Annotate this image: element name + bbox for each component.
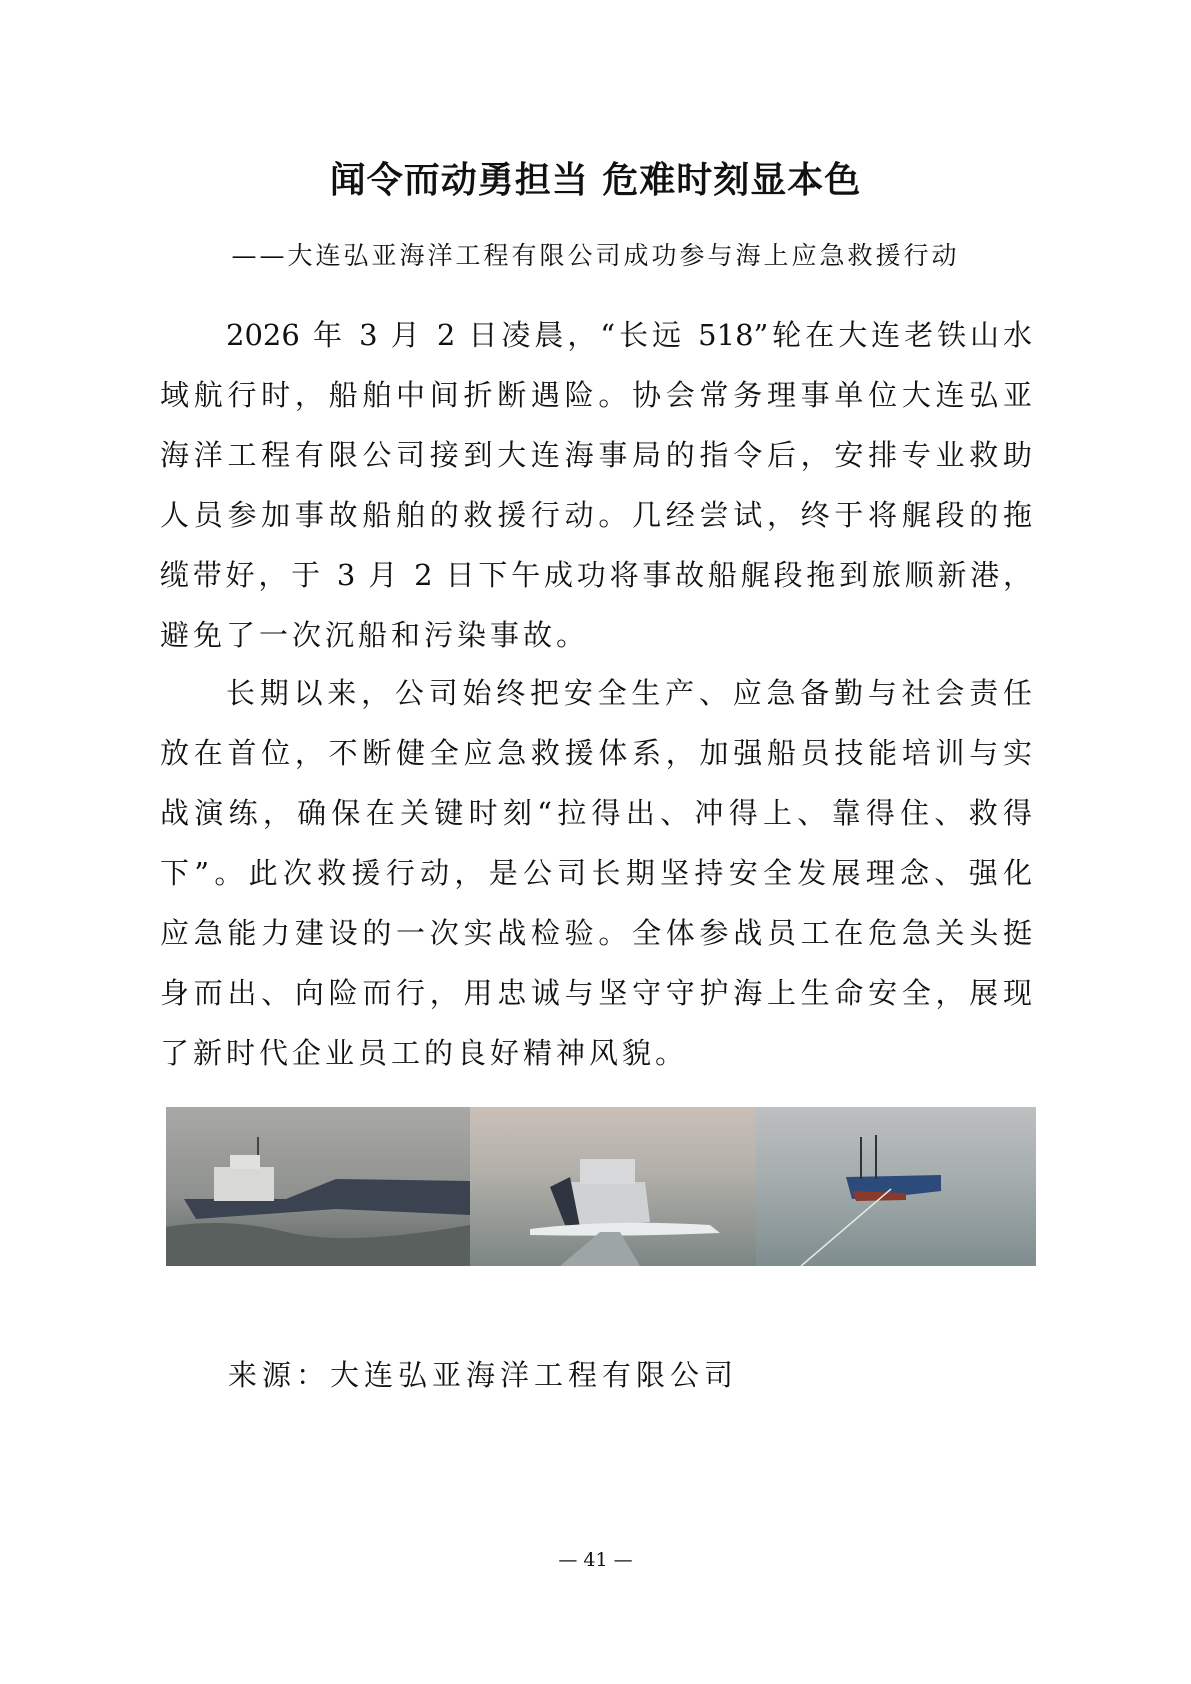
paragraph-line: 战演练，确保在关键时刻“拉得出、冲得上、靠得住、救得 xyxy=(160,796,1032,830)
paragraph-line: 下”。此次救援行动，是公司长期坚持安全发展理念、强化 xyxy=(160,856,1032,890)
paragraph-line: 了新时代企业员工的良好精神风貌。 xyxy=(160,1036,689,1070)
paragraph-line: 应急能力建设的一次实战检验。全体参战员工在危急关头挺 xyxy=(160,916,1032,950)
rescue-photos xyxy=(166,1107,1036,1266)
page-number: — 41 — xyxy=(558,1549,633,1571)
photo-towed-ship xyxy=(756,1107,1036,1266)
paragraph-line: 海洋工程有限公司接到大连海事局的指令后，安排专业救助 xyxy=(160,438,1032,472)
photo-broken-ship xyxy=(166,1107,470,1266)
source-line: 来源：大连弘亚海洋工程有限公司 xyxy=(228,1358,739,1392)
paragraph-line: 域航行时，船舶中间折断遇险。协会常务理事单位大连弘亚 xyxy=(160,378,1032,412)
paragraph-line: 2026 年 3 月 2 日凌晨，“长远 518”轮在大连老铁山水 xyxy=(226,318,1032,352)
paragraph-line: 长期以来，公司始终把安全生产、应急备勤与社会责任 xyxy=(226,676,1032,710)
paragraph-line: 身而出、向险而行，用忠诚与坚守守护海上生命安全，展现 xyxy=(160,976,1032,1010)
page-subtitle: ——大连弘亚海洋工程有限公司成功参与海上应急救援行动 xyxy=(231,241,960,270)
paragraph-line: 缆带好，于 3 月 2 日下午成功将事故船艉段拖到旅顺新港， xyxy=(160,558,1032,592)
photo-stern-towing xyxy=(470,1107,756,1266)
paragraph-line: 放在首位，不断健全应急救援体系，加强船员技能培训与实 xyxy=(160,736,1032,770)
paragraph-line: 避免了一次沉船和污染事故。 xyxy=(160,618,590,652)
paragraph-line: 人员参加事故船舶的救援行动。几经尝试，终于将艉段的拖 xyxy=(160,498,1032,532)
page-title: 闻令而动勇担当 危难时刻显本色 xyxy=(329,160,862,201)
